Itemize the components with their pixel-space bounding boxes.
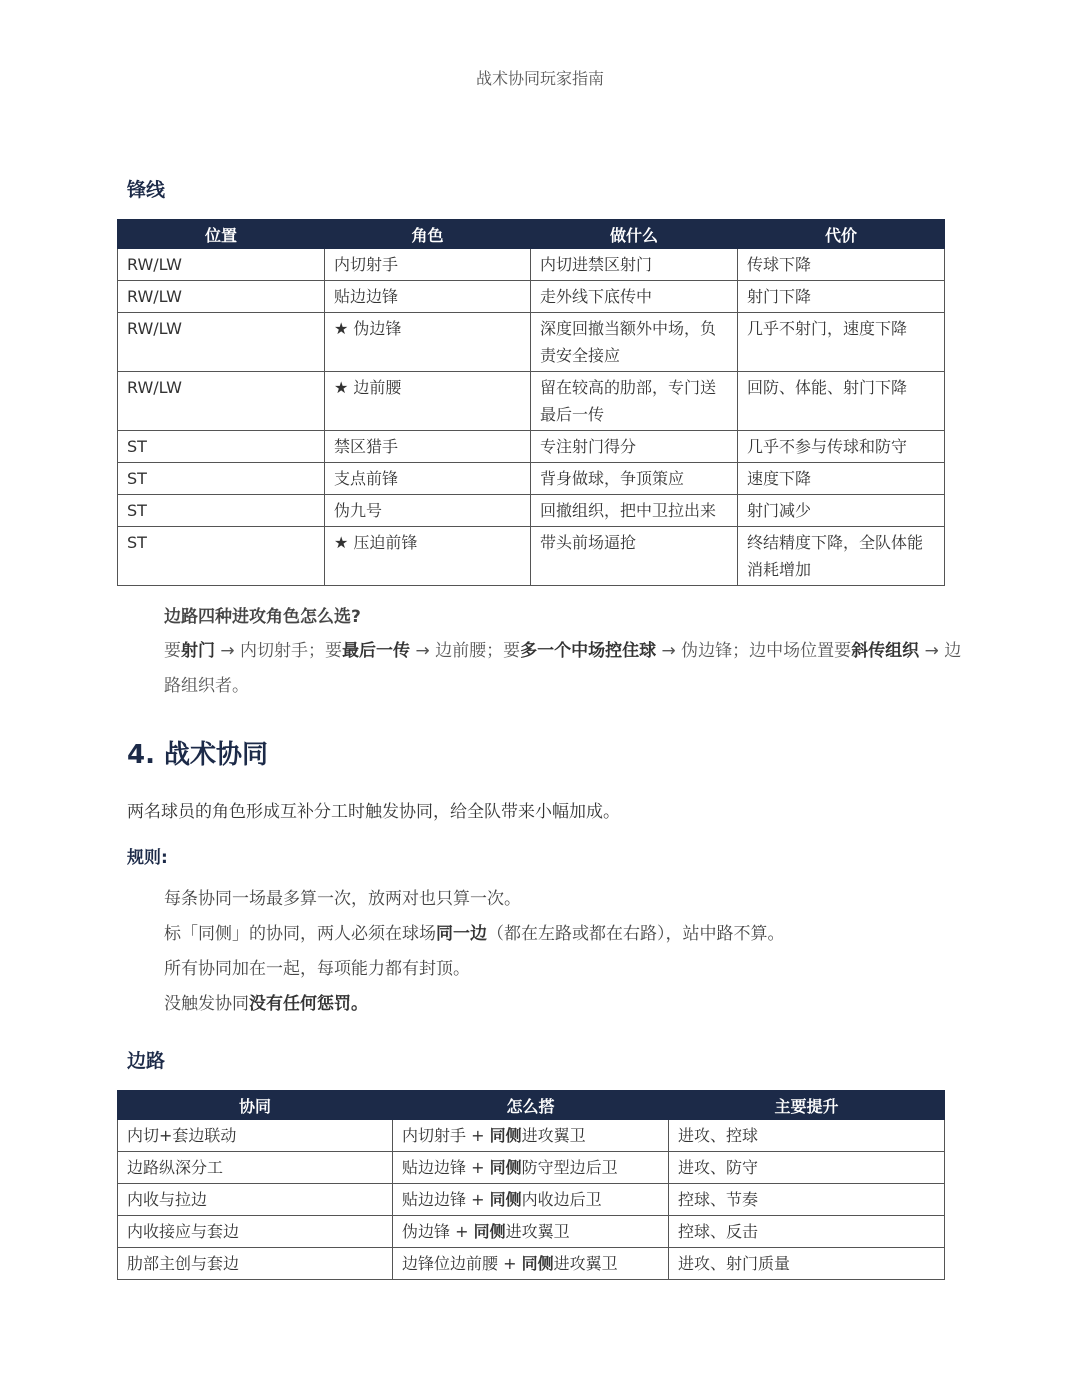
- rule-item: [164, 882, 785, 917]
- cell-boost: [669, 1248, 945, 1280]
- cell-synergy: [118, 1152, 393, 1184]
- wing-section-title: 边路: [127, 1050, 166, 1072]
- table-row: [118, 1184, 945, 1216]
- column-header-position: 位置: [118, 220, 325, 249]
- cell-position: ST: [118, 527, 325, 586]
- forward-roles-table: [117, 219, 945, 586]
- rule-item: [164, 952, 785, 987]
- forward-section-title: 锋线: [127, 179, 166, 201]
- table-row: [118, 495, 945, 527]
- column-header-pairing: 怎么搭: [393, 1091, 669, 1120]
- text-segment: 进攻、防守: [678, 1158, 759, 1177]
- bold-text: 最后一传: [342, 641, 411, 661]
- table-row: [118, 1248, 945, 1280]
- cell-role: 内切射手: [325, 249, 531, 281]
- table-row: [118, 372, 945, 431]
- text-segment: 进攻、射门质量: [678, 1254, 791, 1273]
- cell-task: 内切进禁区射门: [531, 249, 738, 281]
- table-header-row: [118, 1091, 945, 1120]
- text-segment: 内切+套边联动: [127, 1126, 237, 1145]
- rule-item: [164, 917, 785, 952]
- cell-pairing: [393, 1248, 669, 1280]
- column-header-task: 做什么: [531, 220, 738, 249]
- cell-cost: 回防、体能、射门下降: [738, 372, 945, 431]
- synergy-section-title: 4. 战术协同: [127, 740, 269, 770]
- text-segment: 贴边边锋 +: [402, 1158, 490, 1177]
- table-row: [118, 1152, 945, 1184]
- text-segment: 边路纵深分工: [127, 1158, 224, 1177]
- cell-cost: 传球下降: [738, 249, 945, 281]
- cell-position: RW/LW: [118, 372, 325, 431]
- text-segment: 边锋位边前腰 +: [402, 1254, 522, 1273]
- cell-task: 深度回撤当额外中场，负责安全接应: [531, 313, 738, 372]
- cell-pairing: [393, 1216, 669, 1248]
- text-segment: 标「同侧」的协同，两人必须在球场: [164, 924, 436, 944]
- bold-text: 射门: [181, 641, 215, 661]
- cell-role: 贴边边锋: [325, 281, 531, 313]
- text-segment: 进攻、控球: [678, 1126, 759, 1145]
- bold-text: 同侧: [489, 1126, 522, 1145]
- rules-label: 规则:: [127, 848, 168, 868]
- cell-position: ST: [118, 431, 325, 463]
- cell-role: ★ 伪边锋: [325, 313, 531, 372]
- text-segment: → 边前腰；要: [410, 641, 521, 661]
- cell-synergy: [118, 1120, 393, 1152]
- cell-pairing: [393, 1152, 669, 1184]
- page-header: 战术协同玩家指南: [475, 69, 604, 88]
- cell-position: RW/LW: [118, 313, 325, 372]
- table-row: [118, 249, 945, 281]
- column-header-role: 角色: [325, 220, 531, 249]
- text-segment: → 伪边锋；边中场位置要: [656, 641, 852, 661]
- cell-role: 支点前锋: [325, 463, 531, 495]
- text-segment: 内收接应与套边: [127, 1222, 240, 1241]
- cell-cost: 射门减少: [738, 495, 945, 527]
- text-segment: 进攻翼卫: [553, 1254, 618, 1273]
- text-segment: 控球、节奏: [678, 1190, 759, 1209]
- text-segment: 所有协同加在一起，每项能力都有封顶。: [164, 959, 470, 979]
- rules-list: [164, 882, 785, 1022]
- cell-position: RW/LW: [118, 249, 325, 281]
- column-header-cost: 代价: [738, 220, 945, 249]
- cell-cost: 射门下降: [738, 281, 945, 313]
- text-segment: 进攻翼卫: [521, 1126, 586, 1145]
- text-segment: → 边路组织者。: [164, 641, 962, 696]
- cell-boost: [669, 1184, 945, 1216]
- table-row: [118, 431, 945, 463]
- cell-boost: [669, 1152, 945, 1184]
- synergy-intro: 两名球员的角色形成互补分工时触发协同，给全队带来小幅加成。: [127, 802, 620, 822]
- text-segment: 内收边后卫: [521, 1190, 602, 1209]
- table-header-row: [118, 220, 945, 249]
- text-segment: 内切射手 +: [402, 1126, 490, 1145]
- text-segment: 要: [164, 641, 181, 661]
- table-row: [118, 281, 945, 313]
- cell-pairing: [393, 1184, 669, 1216]
- text-segment: 进攻翼卫: [505, 1222, 570, 1241]
- cell-pairing: [393, 1120, 669, 1152]
- table-row: [118, 527, 945, 586]
- cell-synergy: [118, 1248, 393, 1280]
- bold-text: 同侧: [489, 1158, 522, 1177]
- column-header-boost: 主要提升: [669, 1091, 945, 1120]
- wing-note-title: 边路四种进攻角色怎么选?: [164, 607, 361, 627]
- bold-text: 同侧: [489, 1190, 522, 1209]
- text-segment: （都在左路或都在右路），站中路不算。: [487, 924, 785, 944]
- text-segment: 内收与拉边: [127, 1190, 208, 1209]
- cell-cost: 速度下降: [738, 463, 945, 495]
- cell-position: ST: [118, 463, 325, 495]
- text-segment: 贴边边锋 +: [402, 1190, 490, 1209]
- cell-synergy: [118, 1216, 393, 1248]
- cell-task: 留在较高的肋部，专门送最后一传: [531, 372, 738, 431]
- text-segment: 每条协同一场最多算一次，放两对也只算一次。: [164, 889, 521, 909]
- cell-cost: 几乎不射门，速度下降: [738, 313, 945, 372]
- text-segment: 没触发协同: [164, 994, 249, 1014]
- bold-text: 同一边: [436, 924, 487, 944]
- cell-role: ★ 边前腰: [325, 372, 531, 431]
- cell-task: 回撤组织，把中卫拉出来: [531, 495, 738, 527]
- table-row: [118, 313, 945, 372]
- text-segment: 防守型边后卫: [521, 1158, 618, 1177]
- bold-text: 同侧: [473, 1222, 506, 1241]
- table-row: [118, 1120, 945, 1152]
- cell-task: 走外线下底传中: [531, 281, 738, 313]
- cell-synergy: [118, 1184, 393, 1216]
- bold-text: 没有任何惩罚。: [249, 994, 368, 1014]
- cell-boost: [669, 1120, 945, 1152]
- column-header-synergy: 协同: [118, 1091, 393, 1120]
- cell-position: RW/LW: [118, 281, 325, 313]
- cell-role: 禁区猎手: [325, 431, 531, 463]
- cell-role: ★ 压迫前锋: [325, 527, 531, 586]
- cell-task: 专注射门得分: [531, 431, 738, 463]
- cell-cost: 终结精度下降，全队体能消耗增加: [738, 527, 945, 586]
- table-row: [118, 1216, 945, 1248]
- cell-role: 伪九号: [325, 495, 531, 527]
- wing-note-body: [164, 634, 964, 704]
- wing-synergy-table: [117, 1090, 945, 1280]
- text-segment: 控球、反击: [678, 1222, 759, 1241]
- cell-task: 带头前场逼抢: [531, 527, 738, 586]
- text-segment: 肋部主创与套边: [127, 1254, 240, 1273]
- bold-text: 多一个中场控住球: [520, 641, 657, 661]
- cell-cost: 几乎不参与传球和防守: [738, 431, 945, 463]
- bold-text: 同侧: [521, 1254, 554, 1273]
- table-row: [118, 463, 945, 495]
- cell-position: ST: [118, 495, 325, 527]
- rule-item: [164, 987, 785, 1022]
- text-segment: 伪边锋 +: [402, 1222, 474, 1241]
- cell-boost: [669, 1216, 945, 1248]
- bold-text: 斜传组织: [851, 641, 920, 661]
- text-segment: → 内切射手；要: [215, 641, 343, 661]
- cell-task: 背身做球，争顶策应: [531, 463, 738, 495]
